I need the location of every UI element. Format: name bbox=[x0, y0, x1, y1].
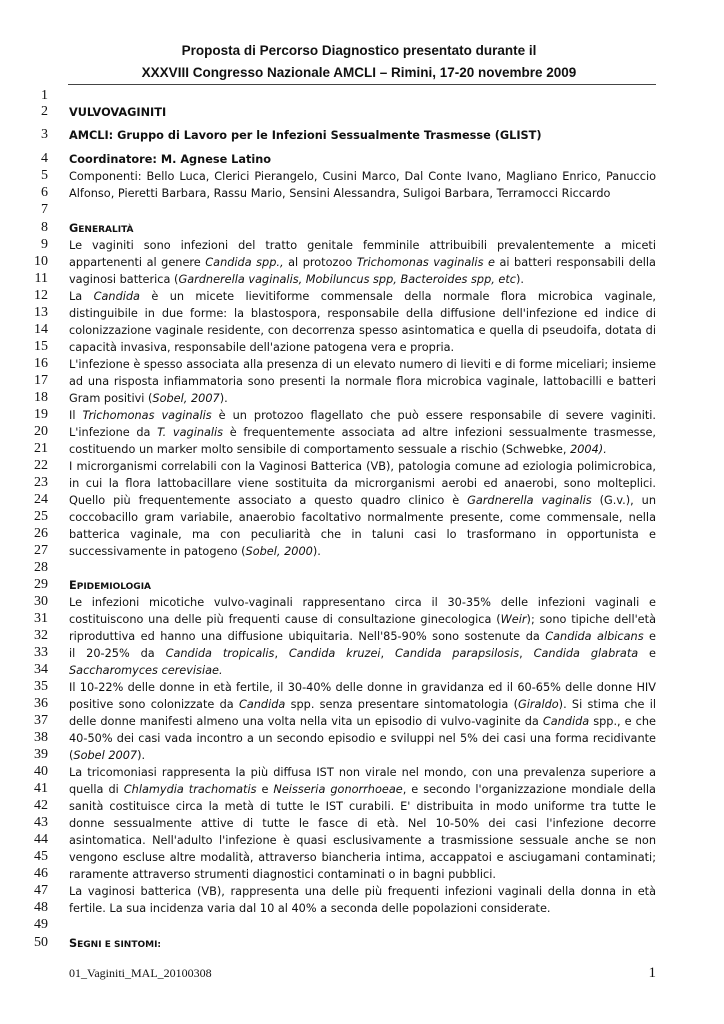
line-number: 9 bbox=[41, 237, 48, 252]
paragraph-line: riproduttiva ed hanno una diffusione ubiquitaria. Nell'85-90% sono sostenute da Candida albicans e bbox=[69, 630, 656, 643]
heading-rest: EGNI E SINTOMI: bbox=[77, 940, 162, 950]
line-number: 38 bbox=[34, 730, 48, 745]
line-number: 21 bbox=[34, 441, 48, 456]
paragraph-line: Quello più frequentemente associato a questo quadro clinico è Gardnerella vaginalis (G.v.), un bbox=[69, 494, 656, 507]
paragraph-line: La tricomoniasi rappresenta la più diffusa IST non virale nel mondo, con una prevalenza superiore a bbox=[69, 766, 656, 779]
paragraph-line: La Candida è un micete lievitiforme commensale della normale flora microbica vaginale, bbox=[69, 290, 656, 303]
line-number: 12 bbox=[34, 288, 48, 303]
line-number: 17 bbox=[34, 373, 48, 388]
heading-rest: ENERALITÀ bbox=[78, 225, 134, 235]
line-number: 10 bbox=[34, 254, 48, 269]
paragraph-line: positive sono colonizzate da Candida spp. senza presentare sintomatologia (Giraldo). Si stima che il bbox=[69, 698, 656, 711]
header-divider bbox=[68, 84, 656, 85]
line-number: 31 bbox=[34, 611, 48, 626]
line-number: 43 bbox=[34, 815, 48, 830]
line-number: 5 bbox=[41, 168, 48, 183]
line-number: 28 bbox=[34, 560, 48, 575]
line-number: 34 bbox=[34, 662, 48, 677]
paragraph-line: raramente attraverso strumenti diagnostici contaminati o in bagni pubblici. bbox=[69, 868, 496, 881]
line-number: 25 bbox=[34, 509, 48, 524]
paragraph-line: Le infezioni micotiche vulvo-vaginali rappresentano circa il 30-35% delle infezioni vaginali e bbox=[69, 596, 656, 609]
line-number: 49 bbox=[34, 917, 48, 932]
paragraph-line: delle donne manifesti almeno una volta nella vita un episodio di vulvo-vaginite da Candida spp., e che bbox=[69, 715, 656, 728]
heading-rest: PIDEMIOLOGIA bbox=[76, 582, 152, 592]
paragraph-line: batterica vaginale, ma con peculiarità che in taluni casi lo trasformano in opportunista e bbox=[69, 528, 656, 541]
paragraph-line: ad una risposta infiammatoria sono presenti la normale flora microbica vaginale, lattobacilli e batteri bbox=[69, 375, 656, 388]
paragraph-line: fertile. La sua incidenza varia dal 10 al 40% a seconda delle popolazioni considerate. bbox=[69, 902, 551, 915]
line-number: 48 bbox=[34, 900, 48, 915]
line-number: 47 bbox=[34, 883, 48, 898]
footer-filename: 01_Vaginiti_MAL_20100308 bbox=[69, 966, 212, 980]
paragraph-line: Il Trichomonas vaginalis è un protozoo flagellato che può essere responsabile di severe vaginiti. bbox=[69, 409, 656, 422]
heading-segni-e-sintomi bbox=[69, 935, 656, 954]
paragraph-line: quella di Chlamydia trachomatis e Neisseria gonorrhoeae, e secondo l'organizzazione mondiale della bbox=[69, 783, 656, 796]
paragraph-line: sanità costituisce circa la metà di tutte le IST curabili. E' distribuita in modo uniforme tra tutte le bbox=[69, 800, 656, 813]
paragraph-line: Saccharomyces cerevisiae. bbox=[69, 664, 223, 677]
paragraph-line: appartenenti al genere Candida spp., al protozoo Trichomonas vaginalis e ai batteri responsabili della bbox=[69, 256, 656, 269]
line-number: 41 bbox=[34, 781, 48, 796]
line-number: 50 bbox=[34, 935, 48, 950]
paragraph-line: asintomatica. Nell'adulto l'infezione è quasi esclusivamente a trasmissione sessuale anche se non bbox=[69, 834, 656, 847]
paragraph-line: La vaginosi batterica (VB), rappresenta una delle più frequenti infezioni vaginali della donna in età bbox=[69, 885, 656, 898]
paragraph-line: donne sessualmente attive di tutte le fasce di età. Nel 10-50% dei casi l'infezione decorre bbox=[69, 817, 656, 830]
line-number: 7 bbox=[41, 202, 48, 217]
working-group-line: AMCLI: Gruppo di Lavoro per le Infezioni Sessualmente Trasmesse (GLIST) bbox=[69, 129, 542, 142]
line-number: 4 bbox=[41, 151, 48, 166]
components-line-2: Alfonso, Pieretti Barbara, Rassu Mario, Sensini Alessandra, Suligoi Barbara, Terramocci Riccardo bbox=[69, 187, 611, 200]
paragraph-line: coccobacillo gram variabile, anaerobio facoltativo normalmente presente, come commensale, nella bbox=[69, 511, 656, 524]
line-number: 29 bbox=[34, 577, 48, 592]
document-title-line2: XXXVIII Congresso Nazionale AMCLI – Rimini, 17-20 novembre 2009 bbox=[141, 65, 577, 80]
line-number: 1 bbox=[41, 88, 48, 103]
heading-initial: E bbox=[69, 579, 77, 592]
line-number: 18 bbox=[34, 390, 48, 405]
line-number: 14 bbox=[34, 322, 48, 337]
paragraph-line: (Sobel 2007). bbox=[69, 749, 146, 762]
paragraph-line: colonizzazione vaginale residente, con decorrenza spesso asintomatica e quella di pseudoifa, dotata di bbox=[69, 324, 656, 337]
line-number: 19 bbox=[34, 407, 48, 422]
line-number: 24 bbox=[34, 492, 48, 507]
line-number: 30 bbox=[34, 594, 48, 609]
document-title-line1: Proposta di Percorso Diagnostico presentato durante il bbox=[181, 43, 537, 58]
line-number: 39 bbox=[34, 747, 48, 762]
line-number: 37 bbox=[34, 713, 48, 728]
heading-initial: S bbox=[69, 937, 78, 950]
coordinator-line: Coordinatore: M. Agnese Latino bbox=[69, 153, 272, 166]
paragraph-line: Le vaginiti sono infezioni del tratto genitale femminile attribuibili prevalentemente a miceti bbox=[69, 239, 656, 252]
line-number: 8 bbox=[41, 220, 48, 235]
line-number: 33 bbox=[34, 645, 48, 660]
footer-page-number: 1 bbox=[648, 965, 656, 981]
line-number: 26 bbox=[34, 526, 48, 541]
paragraph-line: vengono escluse altre modalità, attraverso biancheria intima, accappatoi e asciugamani contaminati; bbox=[69, 851, 656, 864]
paragraph-line: Il 10-22% delle donne in età fertile, il 30-40% delle donne in gravidanza ed il 60-65% delle donne HIV bbox=[69, 681, 656, 694]
components-line-1: Componenti: Bello Luca, Clerici Pierangelo, Cusini Marco, Dal Conte Ivano, Magliano Enrico, Panuccio bbox=[69, 170, 656, 183]
line-number: 2 bbox=[41, 104, 48, 119]
line-number: 35 bbox=[34, 679, 48, 694]
paragraph-line: 40-50% dei casi vada incontro a un secondo episodio e sviluppi nel 5% dei casi una forma recidivante bbox=[69, 732, 656, 745]
line-number: 20 bbox=[34, 424, 48, 439]
paragraph-line: costituiscono una delle più frequenti cause di consultazione ginecologica (Weir); sono tipiche dell'età bbox=[69, 613, 656, 626]
paragraph-line: in cui la flora lattobacillare viene sostituita da microrganismi aerobi ed anaerobi, sono molteplici. bbox=[69, 477, 656, 490]
line-number: 15 bbox=[34, 339, 48, 354]
line-number: 27 bbox=[34, 543, 48, 558]
line-number: 40 bbox=[34, 764, 48, 779]
paragraph-line: vaginosi batterica (Gardnerella vaginalis, Mobiluncus spp, Bacteroides spp, etc). bbox=[69, 273, 525, 286]
line-number: 16 bbox=[34, 356, 48, 371]
line-number: 22 bbox=[34, 458, 48, 473]
paragraph-line: I microrganismi correlabili con la Vaginosi Batterica (VB), patologia comune ad eziologia polimicrobica, bbox=[69, 460, 656, 473]
paragraph-line: Gram positivi (Sobel, 2007). bbox=[69, 392, 228, 405]
line-number: 11 bbox=[34, 271, 48, 286]
line-number: 45 bbox=[34, 849, 48, 864]
line-number: 32 bbox=[34, 628, 48, 643]
heading-initial: G bbox=[69, 222, 79, 235]
paragraph-line: il 20-25% da Candida tropicalis, Candida kruzei, Candida parapsilosis, Candida glabrata e bbox=[69, 647, 656, 660]
line-number: 46 bbox=[34, 866, 48, 881]
line-number: 13 bbox=[34, 305, 48, 320]
line-number: 6 bbox=[41, 185, 48, 200]
line-number: 44 bbox=[34, 832, 48, 847]
line-number: 42 bbox=[34, 798, 48, 813]
paragraph-line: successivamente in patogeno (Sobel, 2000). bbox=[69, 545, 321, 558]
line-number: 36 bbox=[34, 696, 48, 711]
paragraph-line: L'infezione è spesso associata alla presenza di un elevato numero di lieviti e di forme miceliari; insieme bbox=[69, 358, 656, 371]
paragraph-line: L'infezione da T. vaginalis è frequentemente associata ad altre infezioni sessualmente trasmesse, bbox=[69, 426, 656, 439]
line-number: 3 bbox=[41, 127, 48, 142]
paragraph-line: costituendo un marker molto sensibile di comportamento sessuale a rischio (Schwebke, 2004). bbox=[69, 443, 607, 456]
paragraph-line: distinguibile in due forme: la blastospora, responsabile della diffusione dell'infezione ed indice di bbox=[69, 307, 656, 320]
section-title-vulvovaginiti: VULVOVAGINITI bbox=[69, 106, 167, 119]
line-number: 23 bbox=[34, 475, 48, 490]
paragraph-line: capacità invasiva, responsabile dell'azione patogena vera e propria. bbox=[69, 341, 455, 354]
